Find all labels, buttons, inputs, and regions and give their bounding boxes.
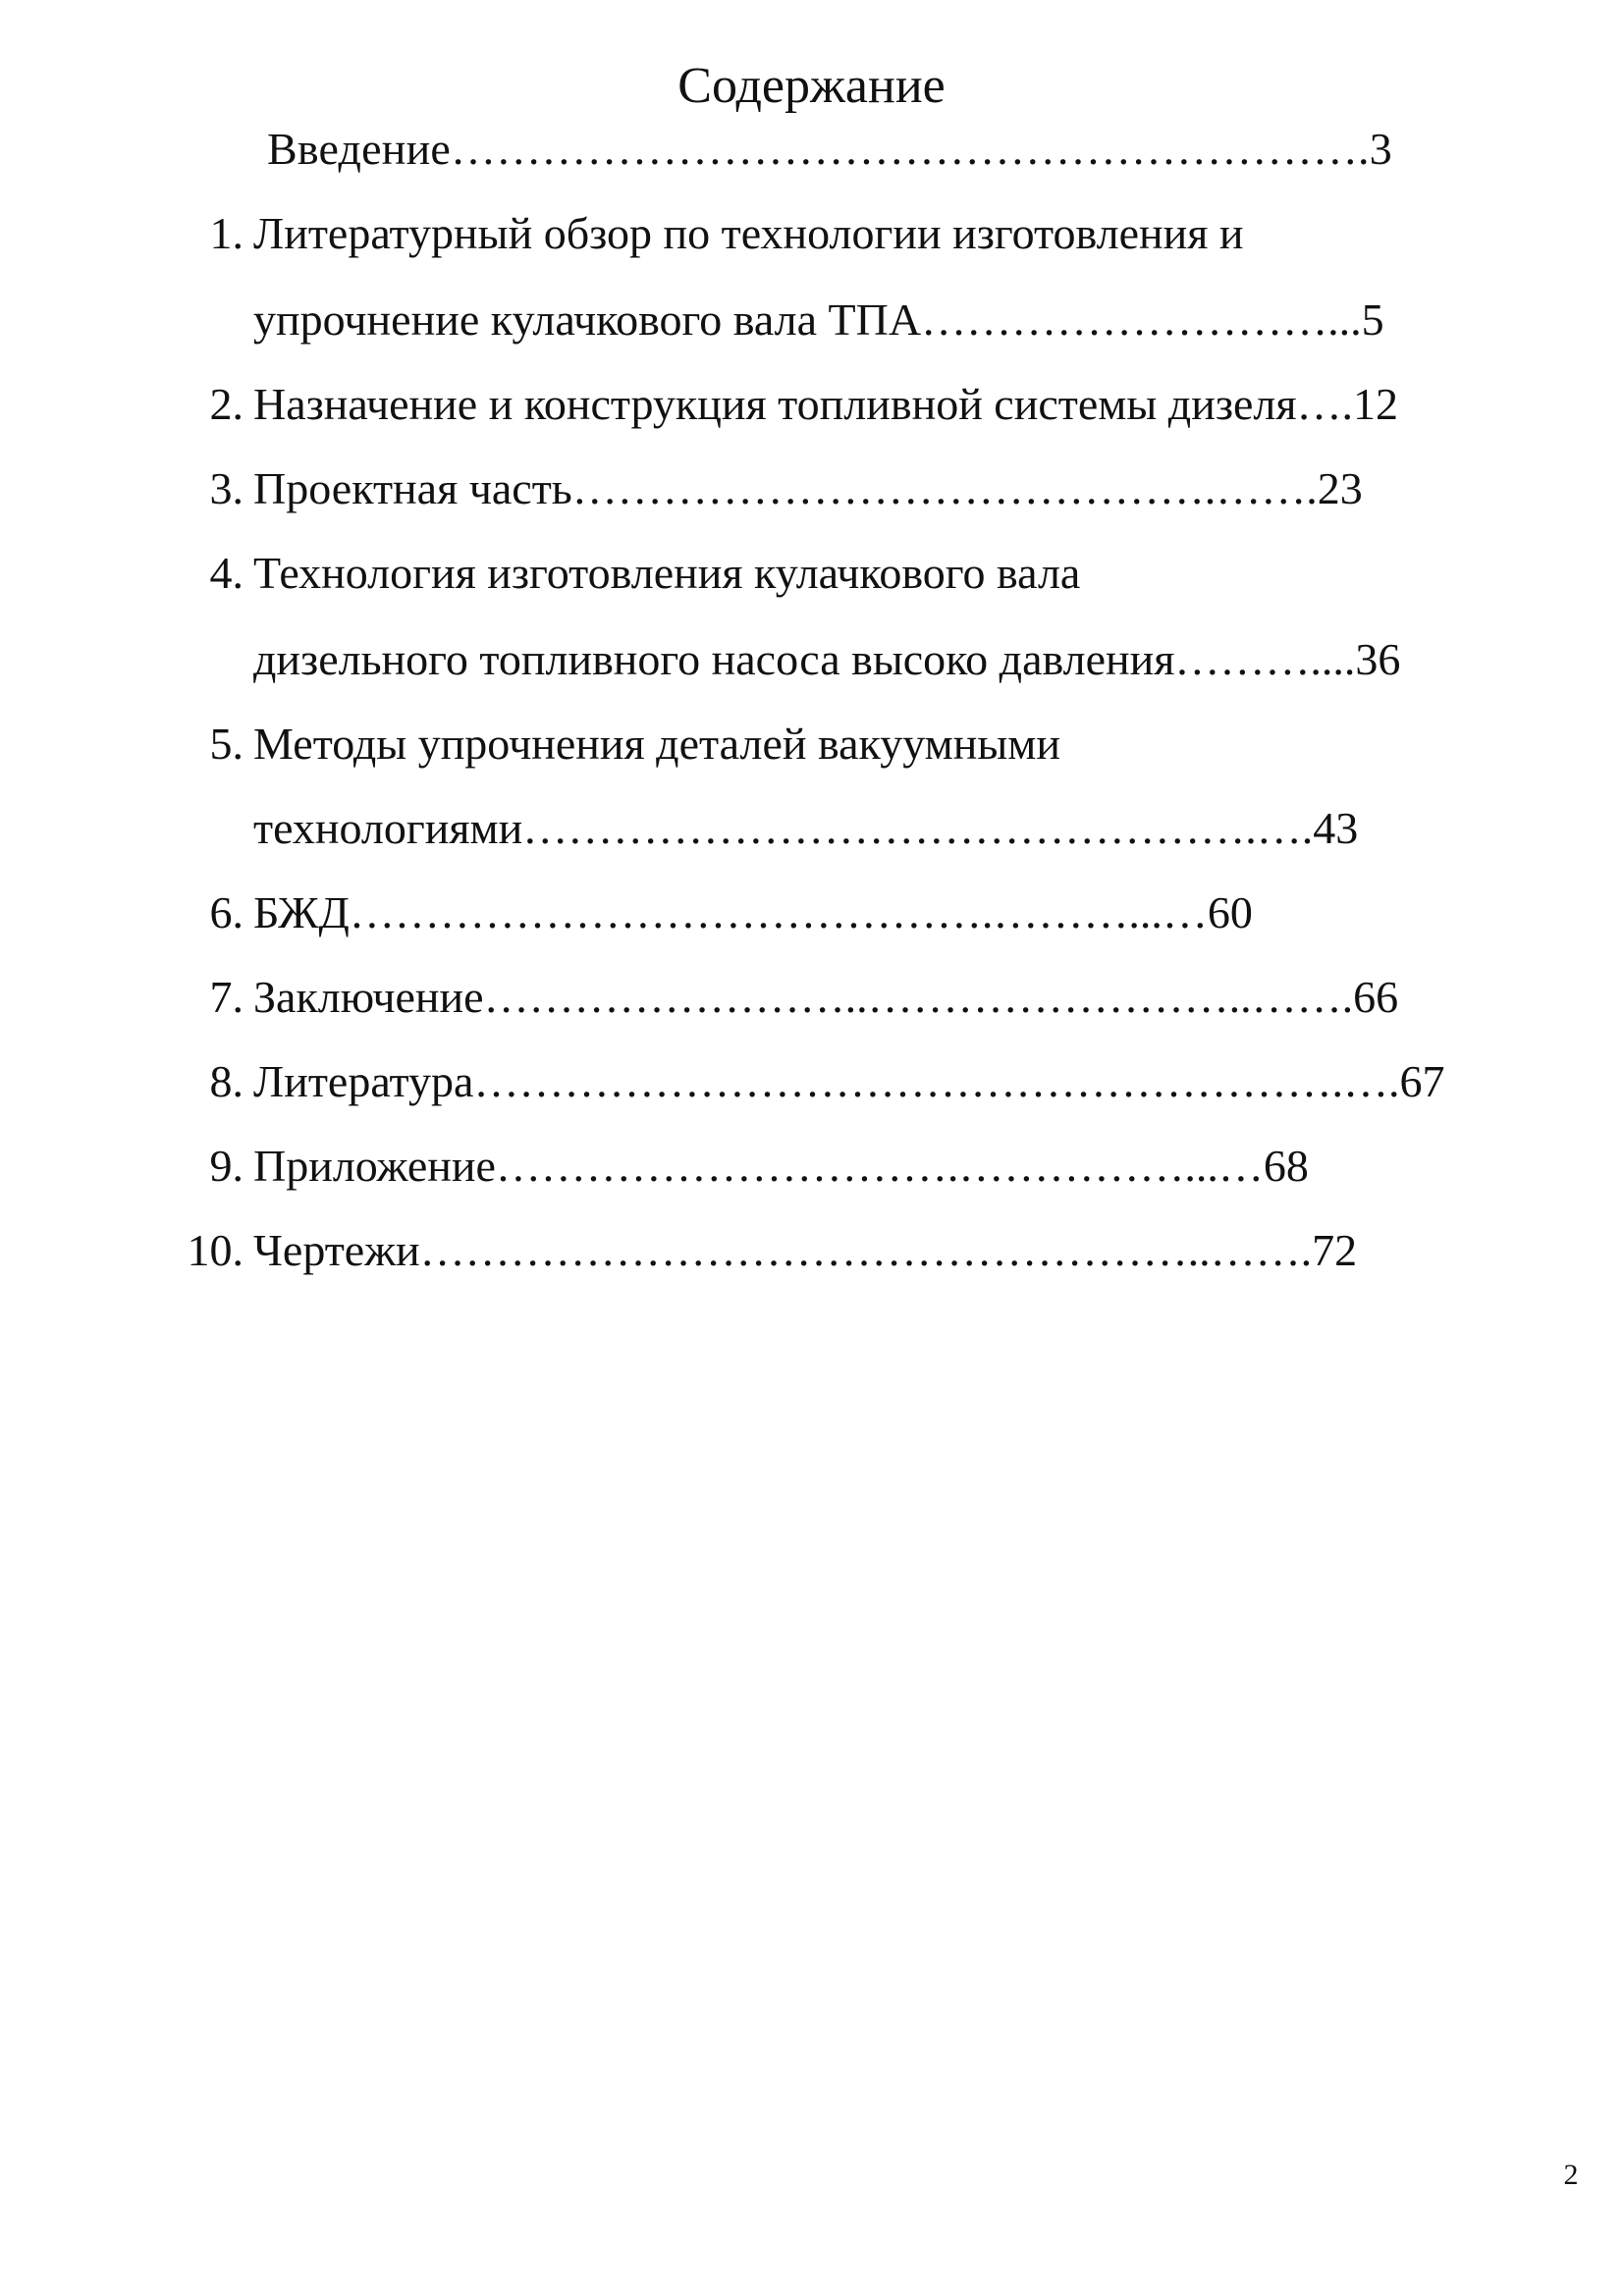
toc-entry-number: 10. bbox=[187, 1225, 243, 1275]
toc-entry-camshaft-technology: Технология изготовления кулачкового вала bbox=[253, 548, 1081, 598]
toc-entry-introduction: Введение…………………………………………………….3 bbox=[267, 124, 1392, 174]
toc-entry-appendix: Приложение………………………….……………...…68 bbox=[253, 1141, 1309, 1191]
page-number: 2 bbox=[1563, 2159, 1579, 2191]
toc-entry-references: Литература………………………………………………….….67 bbox=[253, 1056, 1445, 1106]
toc-entry-number: 7. bbox=[209, 972, 243, 1022]
toc-entry-drawings: Чертежи……………………………………………..…….72 bbox=[253, 1225, 1358, 1275]
toc-entry-number: 6. bbox=[209, 887, 243, 937]
toc-entry-number: 1. bbox=[209, 208, 243, 258]
page-title: Содержание bbox=[677, 58, 946, 114]
toc-entry-safety: БЖД…………………………………….………...…60 bbox=[253, 887, 1253, 937]
toc-entry-number: 2. bbox=[209, 379, 243, 429]
toc-entry-conclusion: Заключение……………………..……………………..…….66 bbox=[253, 972, 1399, 1022]
toc-entry-number: 3. bbox=[209, 463, 243, 513]
toc-entry-number: 4. bbox=[209, 548, 243, 598]
toc-entry-design-part: Проектная часть…………………………………….…….23 bbox=[253, 463, 1363, 513]
toc-entry-literature-review: Литературный обзор по технологии изготовления и bbox=[253, 208, 1244, 258]
toc-entry-number: 9. bbox=[209, 1141, 243, 1191]
toc-entry-number: 5. bbox=[209, 719, 243, 769]
toc-entry-camshaft-technology-cont: дизельного топливного насоса высоко давления………....36 bbox=[253, 634, 1401, 684]
toc-entry-number: 8. bbox=[209, 1056, 243, 1106]
toc-entry-vacuum-methods: Методы упрочнения деталей вакуумными bbox=[253, 719, 1060, 769]
toc-entry-vacuum-methods-cont: технологиями………………………………………….….43 bbox=[253, 803, 1359, 853]
toc-entry-literature-review-cont: упрочнение кулачкового вала ТПА………………………...5 bbox=[253, 294, 1384, 345]
toc-entry-fuel-system: Назначение и конструкция топливной системы дизеля….12 bbox=[253, 379, 1399, 429]
